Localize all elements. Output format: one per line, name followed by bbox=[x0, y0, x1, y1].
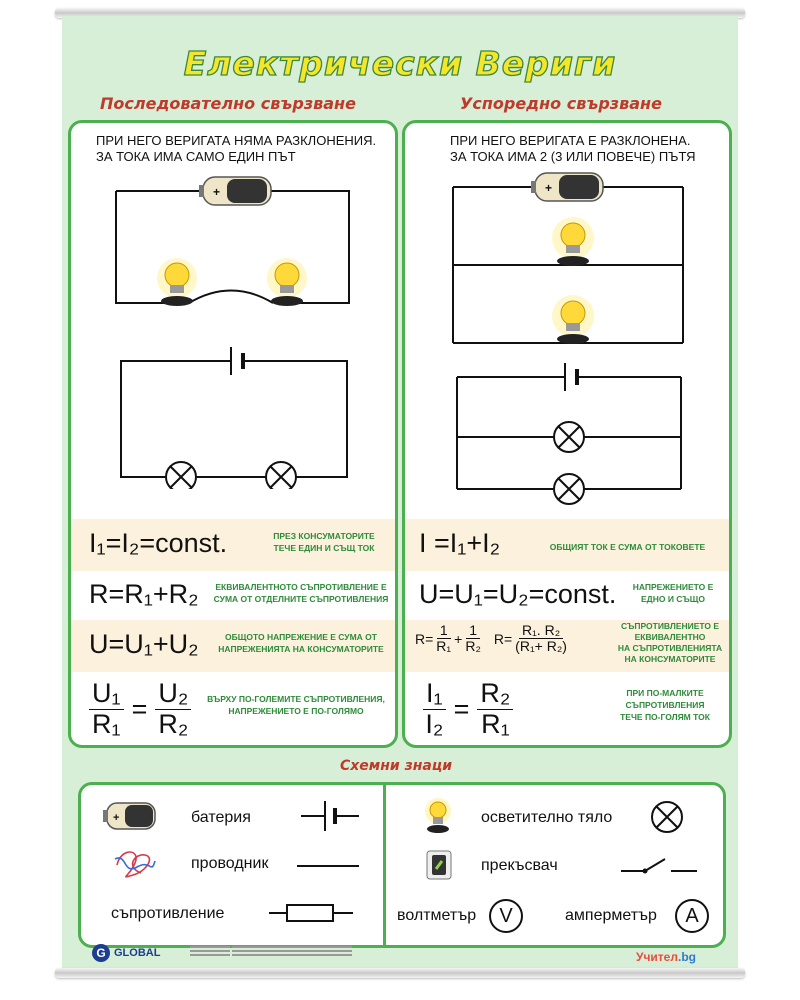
ratio-right-numerator: U₂ bbox=[155, 679, 191, 710]
lamp-symbol-icon bbox=[554, 422, 584, 452]
ratio-right-denominator: R₂ bbox=[158, 708, 189, 739]
parallel-pictorial-circuit bbox=[405, 163, 729, 353]
battery-icon bbox=[103, 799, 159, 833]
battery-label: батерия bbox=[191, 809, 251, 826]
series-note-current bbox=[259, 530, 389, 554]
brand-logo bbox=[636, 950, 696, 964]
series-note-ratio bbox=[201, 693, 391, 717]
parallel-formula-voltage: U=U₁=U₂=const. bbox=[419, 579, 617, 609]
series-intro-line2: ЗА ТОКА ИМА САМО ЕДИН ПЪТ bbox=[96, 149, 296, 164]
series-note-resistance-line1: ЕКВИВАЛЕНТНОТО СЪПРОТИВЛЕНИЕ Е bbox=[215, 582, 387, 592]
series-intro bbox=[96, 133, 376, 165]
copyright-small-print bbox=[232, 944, 352, 958]
series-note-voltage-line1: ОБЩОТО НАПРЕЖЕНИЕ Е СУМА ОТ bbox=[225, 632, 377, 642]
resistance-fraction-1 bbox=[436, 623, 451, 655]
parallel-note-voltage bbox=[623, 581, 723, 605]
ratio-left-denominator: R₁ bbox=[92, 708, 121, 739]
resistance-fraction-2 bbox=[465, 623, 481, 655]
bulb-icon bbox=[267, 258, 307, 306]
parallel-note-ratio-line1: ПРИ ПО-МАЛКИТЕ bbox=[626, 688, 704, 698]
wire-label: проводник bbox=[191, 855, 269, 872]
parallel-ratio-right-denominator: R₁ bbox=[481, 708, 510, 739]
small-print-line bbox=[232, 946, 352, 948]
voltmeter-symbol-icon: V bbox=[489, 899, 523, 933]
resistance-r-label: R= bbox=[415, 630, 434, 647]
series-note-resistance-line2: СУМА ОТ ОТДЕЛНИТЕ СЪПРОТИВЛЕНИЯ bbox=[213, 594, 389, 604]
series-schematic bbox=[71, 339, 395, 489]
parallel-note-ratio-line3: ТЕЧЕ ПО-ГОЛЯМ ТОК bbox=[620, 712, 710, 722]
switch-icon bbox=[425, 849, 453, 881]
brand-tld: .bg bbox=[677, 950, 696, 964]
parallel-note-voltage-line2: ЕДНО И СЪЩО bbox=[641, 594, 705, 604]
series-heading: Последователно свързване bbox=[100, 94, 356, 113]
svg-text:+: + bbox=[113, 812, 120, 824]
small-print-line bbox=[190, 946, 230, 948]
parallel-note-ratio-line2: СЪПРОТИВЛЕНИЯ bbox=[625, 700, 705, 710]
series-formula-resistance: R=R₁+R₂ bbox=[89, 579, 199, 609]
parallel-intro-line1: ПРИ НЕГО ВЕРИГАТА Е РАЗКЛОНЕНА. bbox=[450, 133, 691, 148]
resistor-symbol-icon bbox=[269, 901, 353, 925]
series-note-voltage-line2: НАПРЕЖЕНИЯТА НА КОНСУМАТОРИТЕ bbox=[218, 644, 384, 654]
parallel-note-current: ОБЩИЯТ ТОК Е СУМА ОТ ТОКОВЕТЕ bbox=[549, 542, 706, 552]
svg-text:+: + bbox=[213, 185, 221, 199]
ratio-equals: = bbox=[131, 693, 148, 724]
series-formula-current: I₁=I₂=const. bbox=[89, 528, 228, 558]
lamp-symbol-icon bbox=[649, 799, 685, 835]
small-print-line bbox=[232, 950, 352, 952]
series-formula-voltage: U=U₁+U₂ bbox=[89, 629, 199, 659]
parallel-note-ratio bbox=[605, 687, 725, 723]
symbols-panel bbox=[78, 782, 726, 948]
bulb-icon bbox=[552, 295, 594, 344]
parallel-note-resistance bbox=[615, 621, 725, 665]
lamp-symbol-icon bbox=[266, 462, 296, 489]
series-note-voltage bbox=[211, 631, 391, 655]
bulb-icon bbox=[157, 258, 197, 306]
bottom-hanger-rod bbox=[55, 968, 745, 978]
publisher-small-print bbox=[190, 944, 230, 958]
battery-symbol-icon bbox=[301, 799, 361, 833]
lamp-symbol-icon bbox=[554, 474, 584, 504]
wire-symbol-icon bbox=[297, 865, 359, 867]
parallel-ratio-right-numerator: R₂ bbox=[477, 679, 513, 710]
parallel-formula-resistance bbox=[415, 623, 567, 655]
series-panel bbox=[68, 120, 398, 748]
resistance-product-numerator: R₁. R₂ bbox=[519, 623, 563, 639]
parallel-ratio-fraction-right bbox=[477, 679, 513, 739]
series-note-resistance bbox=[211, 581, 391, 605]
battery-icon bbox=[531, 173, 603, 201]
small-print-line bbox=[232, 954, 352, 956]
parallel-note-resistance-line2: ЕКВИВАЛЕНТНО bbox=[634, 632, 706, 642]
parallel-ratio-equals: = bbox=[453, 693, 470, 724]
parallel-intro-line2: ЗА ТОКА ИМА 2 (3 ИЛИ ПОВЕЧЕ) ПЪТЯ bbox=[450, 149, 696, 164]
parallel-formula-ratio bbox=[423, 679, 513, 739]
parallel-note-resistance-line3: НА СЪПРОТИВЛЕНИЯТА bbox=[617, 643, 723, 653]
parallel-note-voltage-line1: НАПРЕЖЕНИЕТО Е bbox=[632, 582, 714, 592]
svg-text:+: + bbox=[545, 181, 553, 195]
ammeter-symbol-icon: A bbox=[675, 899, 709, 933]
parallel-ratio-fraction-left bbox=[423, 679, 446, 739]
ammeter-label: амперметър bbox=[565, 907, 657, 924]
lamp-label: осветително тяло bbox=[481, 809, 613, 826]
series-note-current-line1: ПРЕЗ КОНСУМАТОРИТЕ bbox=[273, 531, 375, 541]
small-print-line bbox=[190, 954, 230, 956]
globe-icon: G bbox=[92, 944, 110, 962]
ratio-fraction-left bbox=[89, 679, 124, 739]
battery-icon bbox=[199, 177, 271, 205]
publisher-name: GLOBAL bbox=[114, 947, 161, 959]
brand-main: Учител bbox=[636, 950, 678, 964]
resistance-product-denominator: (R₁+ R₂) bbox=[515, 638, 567, 655]
lamp-symbol-icon bbox=[166, 462, 196, 489]
wire-icon bbox=[111, 845, 159, 881]
resistance-fraction-2-numerator: 1 bbox=[466, 623, 480, 639]
ratio-left-numerator: U₁ bbox=[89, 679, 124, 710]
resistor-label: съпротивление bbox=[111, 905, 225, 922]
parallel-formula-current: I =I₁+I₂ bbox=[419, 528, 501, 558]
voltmeter-label: волтметър bbox=[397, 907, 477, 924]
parallel-note-resistance-line4: НА КОНСУМАТОРИТЕ bbox=[624, 654, 716, 664]
publisher-logo bbox=[92, 944, 160, 962]
bulb-icon bbox=[552, 217, 594, 266]
poster-title: Електрически Вериги bbox=[183, 44, 617, 83]
series-note-current-line2: ТЕЧЕ ЕДИН И СЪЩ ТОК bbox=[273, 543, 375, 553]
resistance-product-fraction bbox=[515, 623, 567, 655]
series-intro-line1: ПРИ НЕГО ВЕРИГАТА НЯМА РАЗКЛОНЕНИЯ. bbox=[96, 133, 377, 148]
parallel-panel bbox=[402, 120, 732, 748]
series-note-ratio-line2: НАПРЕЖЕНИЕТО Е ПО-ГОЛЯМО bbox=[228, 706, 364, 716]
parallel-intro bbox=[450, 133, 696, 165]
small-print-line bbox=[190, 950, 230, 952]
series-note-ratio-line1: ВЪРХУ ПО-ГОЛЕМИТЕ СЪПРОТИВЛЕНИЯ, bbox=[207, 694, 385, 704]
switch-label: прекъсвач bbox=[481, 857, 558, 874]
series-pictorial-circuit bbox=[71, 163, 395, 323]
parallel-heading: Успоредно свързване bbox=[460, 94, 662, 113]
symbols-divider bbox=[383, 785, 386, 945]
parallel-note-resistance-line1: СЪПРОТИВЛЕНИЕТО Е bbox=[620, 621, 720, 631]
resistance-plus: + bbox=[454, 630, 463, 647]
resistance-fraction-1-numerator: 1 bbox=[437, 623, 451, 639]
ratio-fraction-right bbox=[155, 679, 191, 739]
resistance-fraction-1-denominator: R₁ bbox=[436, 638, 452, 655]
switch-symbol-icon bbox=[621, 855, 699, 877]
bulb-icon bbox=[421, 797, 455, 837]
series-formula-ratio bbox=[89, 679, 191, 739]
parallel-schematic bbox=[405, 359, 729, 509]
resistance-fraction-2-denominator: R₂ bbox=[465, 638, 481, 655]
resistance-r-label-b: R= bbox=[493, 630, 513, 647]
parallel-ratio-left-numerator: I₁ bbox=[423, 679, 446, 710]
parallel-ratio-left-denominator: I₂ bbox=[425, 708, 444, 739]
symbols-heading: Схемни знаци bbox=[340, 758, 453, 774]
